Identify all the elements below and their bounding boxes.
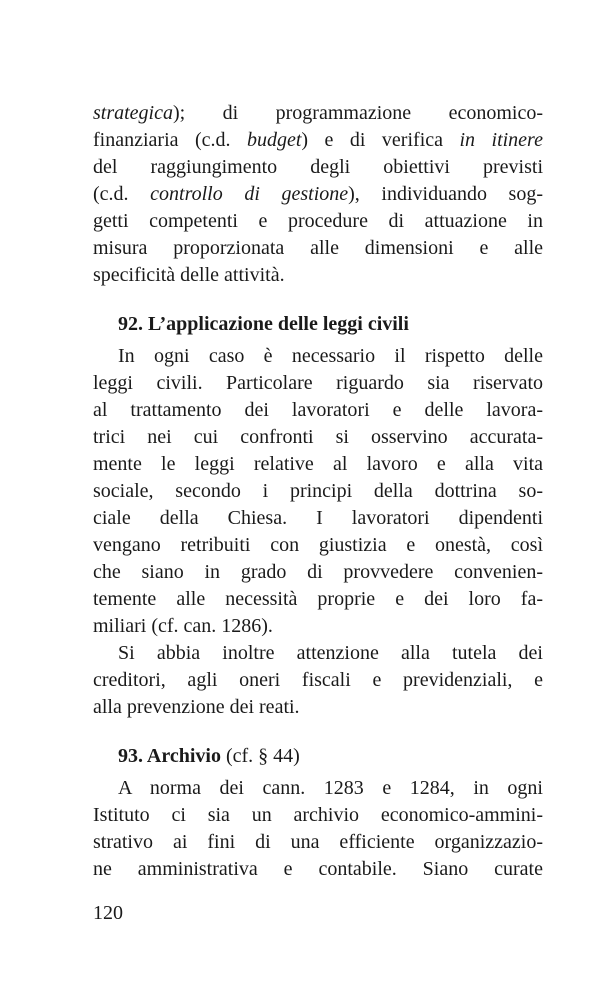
text-line	[93, 478, 543, 505]
text-line	[93, 451, 543, 478]
text: ); di programmazione economico-	[173, 102, 543, 124]
text-line	[93, 613, 543, 640]
text-line	[93, 802, 543, 829]
text-line	[93, 694, 543, 721]
page-body	[93, 100, 543, 883]
text: ), individuando sog-	[348, 183, 543, 205]
text: ) e di verifica	[301, 129, 460, 151]
text: creditori, agli oneri fiscali e previdenziali, e	[93, 669, 543, 691]
text-line	[93, 154, 543, 181]
text: getti competenti e procedure di attuazione in	[93, 210, 543, 232]
text: vengano retribuiti con giustizia e onestà, così	[93, 534, 543, 556]
text: che siano in grado di provvedere convenien-	[93, 561, 543, 583]
text-line	[93, 343, 543, 370]
text-line	[93, 100, 543, 127]
text-line	[93, 370, 543, 397]
text-line	[93, 181, 543, 208]
text-line	[93, 235, 543, 262]
text-line	[93, 667, 543, 694]
text-line	[93, 856, 543, 883]
text: mente le leggi relative al lavoro e alla vita	[93, 453, 543, 475]
section-heading	[93, 743, 543, 770]
text-line	[93, 127, 543, 154]
text-line	[93, 640, 543, 667]
text: strativo ai fini di una efficiente organizzazio-	[93, 831, 543, 853]
text-line	[93, 424, 543, 451]
text: sociale, secondo i principi della dottrina so-	[93, 480, 543, 502]
italic-text: strategica	[93, 102, 173, 124]
text: (c.d.	[93, 183, 151, 205]
heading-text: 93. Archivio	[118, 745, 221, 767]
text: finanziaria (c.d.	[93, 129, 247, 151]
text-line	[93, 829, 543, 856]
text: ne amministrativa e contabile. Siano curate	[93, 858, 543, 880]
text: specificità delle attività.	[93, 264, 285, 286]
text: alla prevenzione dei reati.	[93, 696, 300, 718]
text: Si abbia inoltre attenzione alla tutela dei	[118, 642, 543, 664]
italic-text: in itinere	[459, 129, 543, 151]
text-line	[93, 208, 543, 235]
text: al trattamento dei lavoratori e delle lavora-	[93, 399, 543, 421]
text-line	[93, 532, 543, 559]
heading-text: (cf. § 44)	[220, 745, 300, 767]
text: del raggiungimento degli obiettivi previsti	[93, 156, 543, 178]
section-heading	[93, 311, 543, 338]
text: Istituto ci sia un archivio economico-ammini-	[93, 804, 543, 826]
text: ciale della Chiesa. I lavoratori dipendenti	[93, 507, 543, 529]
text: In ogni caso è necessario il rispetto delle	[118, 345, 543, 367]
text: A norma dei cann. 1283 e 1284, in ogni	[118, 777, 543, 799]
paragraph	[93, 343, 543, 640]
text-line	[93, 775, 543, 802]
paragraph	[93, 100, 543, 289]
text: trici nei cui confronti si osservino accurata-	[93, 426, 543, 448]
page-number: 120	[93, 902, 123, 924]
italic-text: controllo di gestione	[150, 183, 349, 205]
heading-text: 92. L’applicazione delle leggi civili	[118, 313, 409, 335]
paragraph	[93, 640, 543, 721]
text: leggi civili. Particolare riguardo sia riservato	[93, 372, 543, 394]
text-line	[93, 262, 543, 289]
text: misura proporzionata alle dimensioni e alle	[93, 237, 543, 259]
text-line	[93, 397, 543, 424]
paragraph	[93, 775, 543, 883]
text-line	[93, 505, 543, 532]
italic-text: budget	[246, 129, 302, 151]
text: miliari (cf. can. 1286).	[93, 615, 273, 637]
text-line	[93, 586, 543, 613]
text: temente alle necessità proprie e dei loro fa-	[93, 588, 543, 610]
text-line	[93, 559, 543, 586]
